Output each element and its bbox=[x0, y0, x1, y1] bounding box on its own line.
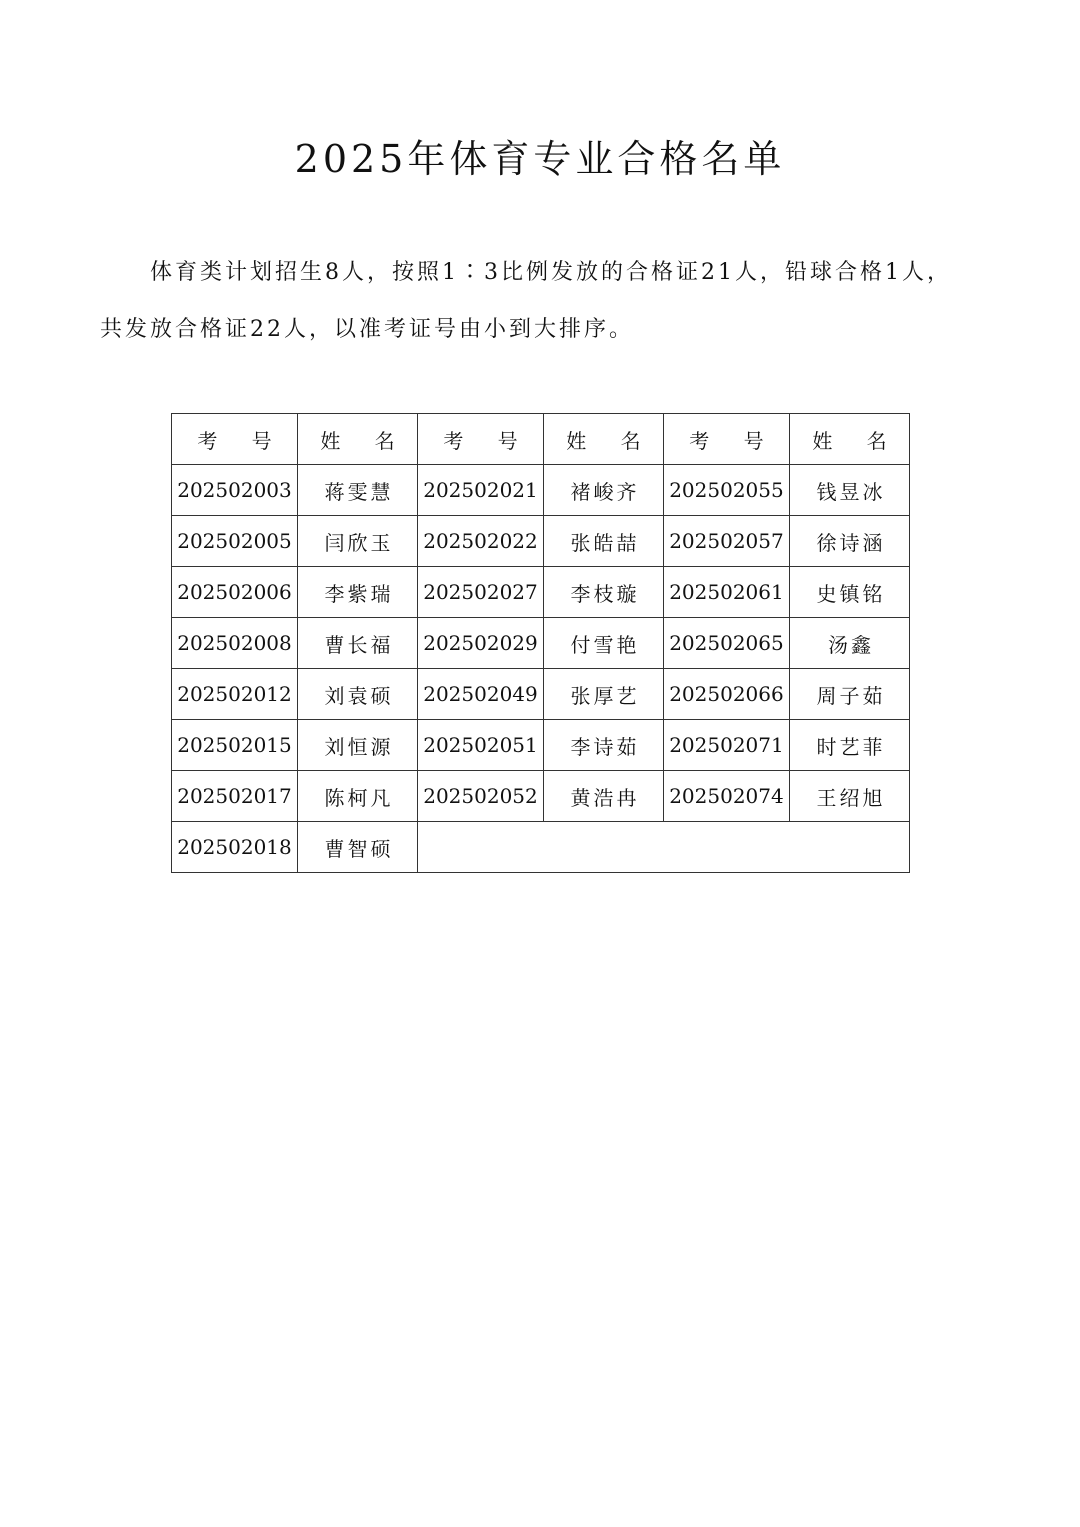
qualified-list-table bbox=[171, 413, 910, 873]
name-cell: 曹长福 bbox=[298, 618, 418, 669]
exam-number-cell: 202502055 bbox=[663, 465, 789, 516]
name-cell: 李诗茹 bbox=[544, 720, 664, 771]
name-cell: 闫欣玉 bbox=[298, 516, 418, 567]
table-row bbox=[172, 669, 910, 720]
exam-number-cell: 202502015 bbox=[172, 720, 298, 771]
name-cell: 蒋雯慧 bbox=[298, 465, 418, 516]
exam-number-cell: 202502027 bbox=[417, 567, 543, 618]
header-exam-number: 考 号 bbox=[663, 414, 789, 465]
name-cell: 曹智硕 bbox=[298, 822, 418, 873]
name-cell: 张皓喆 bbox=[544, 516, 664, 567]
exam-number-cell: 202502061 bbox=[663, 567, 789, 618]
table-row bbox=[172, 771, 910, 822]
name-cell: 褚峻齐 bbox=[544, 465, 664, 516]
name-cell: 张厚艺 bbox=[544, 669, 664, 720]
intro-paragraph-line-1: 体育类计划招生8人，按照1∶3比例发放的合格证21人，铅球合格1人， bbox=[150, 260, 952, 285]
intro-paragraph-line-2: 共发放合格证22人，以准考证号由小到大排序。 bbox=[100, 317, 634, 342]
name-cell: 徐诗涵 bbox=[789, 516, 909, 567]
exam-number-cell: 202502022 bbox=[417, 516, 543, 567]
name-cell: 钱昱冰 bbox=[789, 465, 909, 516]
exam-number-cell: 202502021 bbox=[417, 465, 543, 516]
name-cell: 史镇铭 bbox=[789, 567, 909, 618]
exam-number-cell: 202502052 bbox=[417, 771, 543, 822]
header-exam-number: 考 号 bbox=[417, 414, 543, 465]
exam-number-cell: 202502005 bbox=[172, 516, 298, 567]
exam-number-cell: 202502071 bbox=[663, 720, 789, 771]
exam-number-cell: 202502008 bbox=[172, 618, 298, 669]
exam-number-cell: 202502017 bbox=[172, 771, 298, 822]
table-row bbox=[172, 465, 910, 516]
name-cell: 付雪艳 bbox=[544, 618, 664, 669]
name-cell: 黄浩冉 bbox=[544, 771, 664, 822]
table-row bbox=[172, 720, 910, 771]
header-exam-number: 考 号 bbox=[172, 414, 298, 465]
exam-number-cell: 202502074 bbox=[663, 771, 789, 822]
exam-number-cell: 202502066 bbox=[663, 669, 789, 720]
exam-number-cell: 202502057 bbox=[663, 516, 789, 567]
name-cell: 刘袁硕 bbox=[298, 669, 418, 720]
table-row bbox=[172, 516, 910, 567]
header-name: 姓 名 bbox=[789, 414, 909, 465]
exam-number-cell: 202502029 bbox=[417, 618, 543, 669]
exam-number-cell: 202502012 bbox=[172, 669, 298, 720]
exam-number-cell: 202502006 bbox=[172, 567, 298, 618]
name-cell: 李紫瑞 bbox=[298, 567, 418, 618]
table-row bbox=[172, 618, 910, 669]
name-cell: 时艺菲 bbox=[789, 720, 909, 771]
exam-number-cell: 202502051 bbox=[417, 720, 543, 771]
name-cell: 王绍旭 bbox=[789, 771, 909, 822]
exam-number-cell: 202502065 bbox=[663, 618, 789, 669]
exam-number-cell: 202502049 bbox=[417, 669, 543, 720]
name-cell: 刘恒源 bbox=[298, 720, 418, 771]
table-header-row bbox=[172, 414, 910, 465]
name-cell: 李枝璇 bbox=[544, 567, 664, 618]
header-name: 姓 名 bbox=[298, 414, 418, 465]
table-row bbox=[172, 822, 910, 873]
exam-number-cell: 202502003 bbox=[172, 465, 298, 516]
table-row bbox=[172, 567, 910, 618]
exam-number-cell: 202502018 bbox=[172, 822, 298, 873]
name-cell: 周子茹 bbox=[789, 669, 909, 720]
document-title: 2025年体育专业合格名单 bbox=[294, 137, 786, 181]
header-name: 姓 名 bbox=[544, 414, 664, 465]
name-cell: 陈柯凡 bbox=[298, 771, 418, 822]
empty-merged-cell bbox=[417, 822, 909, 873]
name-cell: 汤鑫 bbox=[789, 618, 909, 669]
